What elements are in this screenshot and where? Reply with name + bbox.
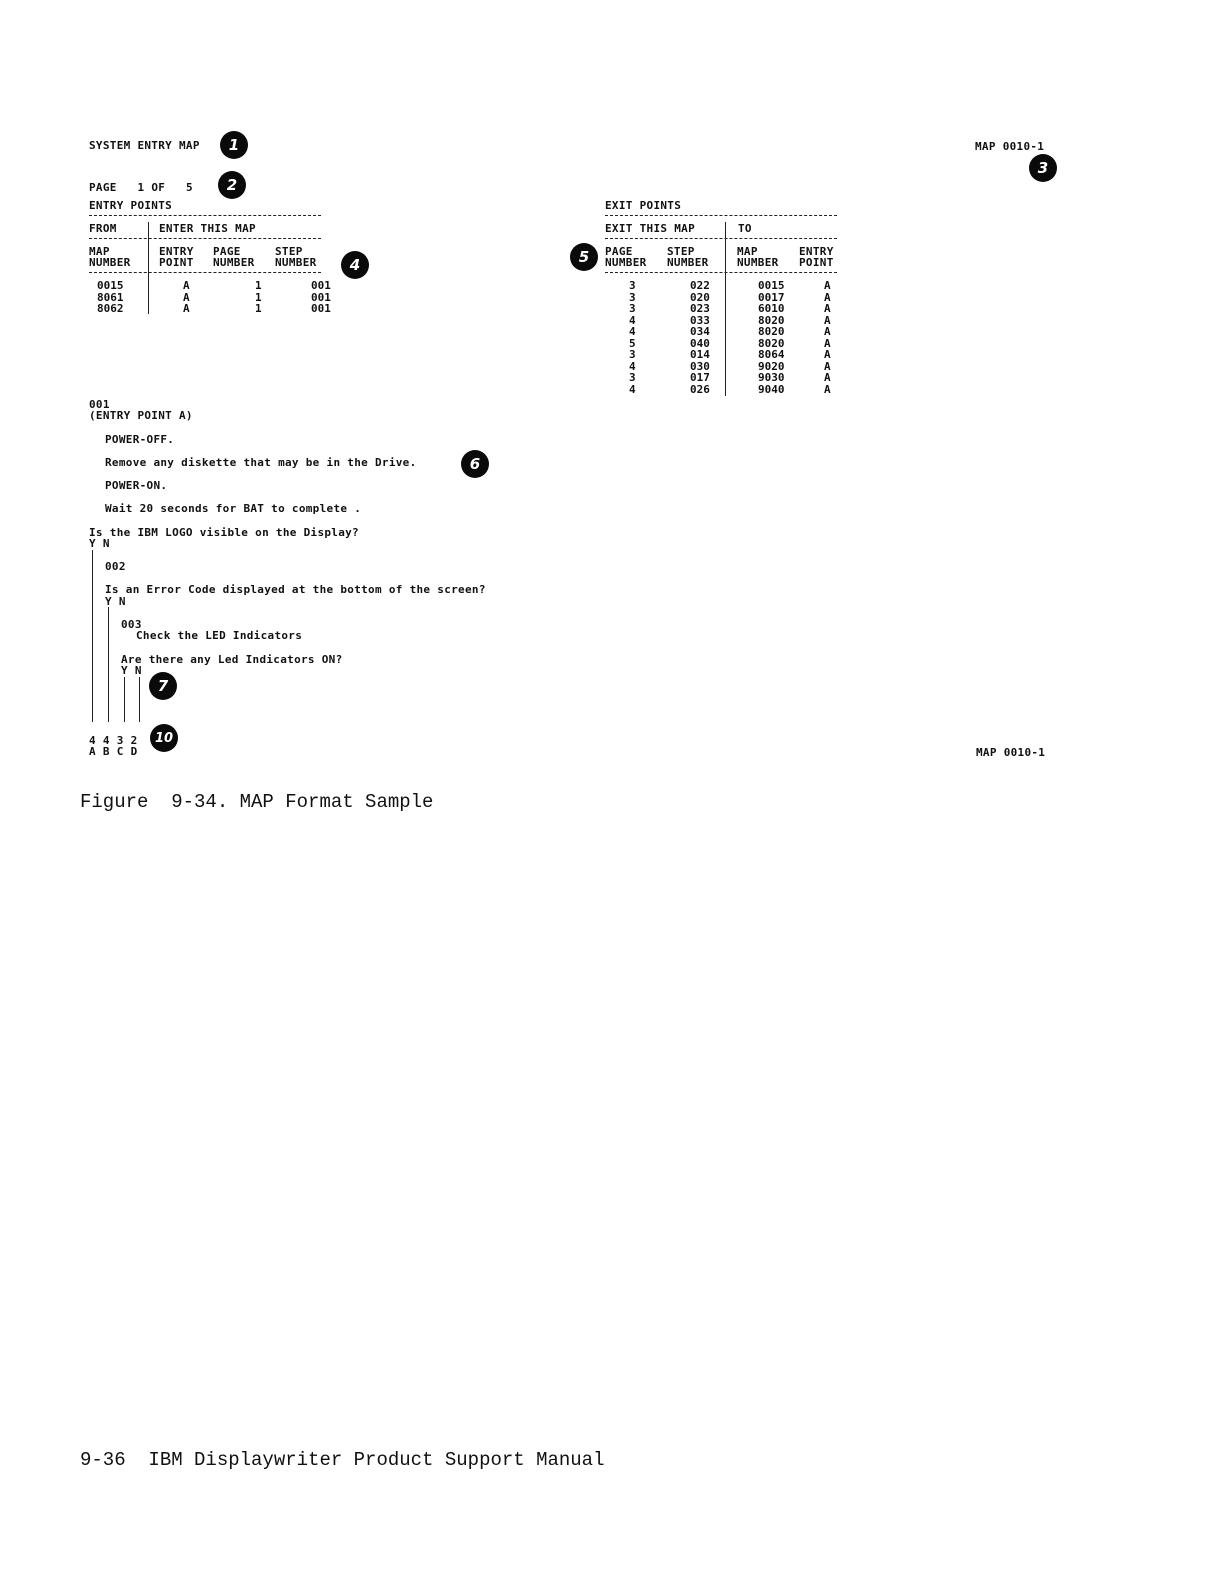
- page-current: 1: [137, 181, 145, 194]
- step-check-led: Check the LED Indicators: [136, 629, 303, 642]
- step-003: 003: [121, 618, 142, 631]
- connector-letters: [89, 746, 138, 758]
- step-001: 001: [89, 398, 110, 411]
- exit-row-entry: A: [824, 279, 831, 292]
- exit-row-map: 9040: [758, 382, 785, 396]
- exit-row-entry: A: [824, 325, 831, 338]
- exit-row-step: 034: [690, 325, 710, 338]
- connector-letter-c: C: [116, 745, 124, 758]
- figure-caption: Figure 9-34. MAP Format Sample: [80, 791, 434, 813]
- branch-line-y3: [124, 677, 125, 722]
- exit-points-col-to: TO: [738, 222, 752, 235]
- step-power-off: POWER-OFF.: [105, 433, 175, 446]
- exit-h-step: STEP: [667, 245, 695, 258]
- question-logo: Is the IBM LOGO visible on the Display?: [89, 526, 359, 539]
- entry-h-page: PAGE: [213, 245, 241, 258]
- connector-page-d: 2: [130, 734, 138, 747]
- callout-badge-7: 7: [149, 672, 177, 700]
- table-row: [605, 292, 844, 304]
- table-row: [605, 315, 844, 327]
- exit-row-map: 6010: [758, 302, 785, 315]
- exit-row-map: 9030: [758, 371, 785, 384]
- callout-badge-4: 4: [341, 251, 369, 279]
- entry-h-map-number: NUMBER: [89, 256, 131, 269]
- step-002: 002: [105, 560, 126, 573]
- connector-letter-b: B: [102, 745, 110, 758]
- table-row: [89, 280, 361, 292]
- map-id-top: MAP 0010-1: [975, 140, 1045, 153]
- map-id-bottom: MAP 0010-1: [976, 746, 1046, 759]
- exit-points-title: EXIT POINTS: [605, 199, 682, 212]
- exit-h-map: MAP: [737, 245, 758, 258]
- exit-row-page: 4: [629, 313, 636, 327]
- exit-row-step: 014: [690, 348, 710, 361]
- exit-row-map: 9020: [758, 359, 785, 373]
- table-row: [605, 303, 844, 315]
- yn-branch-2: Y N: [105, 595, 126, 608]
- table-row: [605, 338, 844, 350]
- exit-points-mid-dash: [605, 238, 837, 239]
- entry-row-step: 001: [311, 302, 331, 315]
- exit-points-rows: [605, 280, 844, 395]
- step-power-on: POWER-ON.: [105, 479, 168, 492]
- step-remove-diskette: Remove any diskette that may be in the Drive.: [105, 456, 417, 469]
- exit-row-map: 8064: [758, 348, 785, 361]
- exit-row-page: 3: [629, 279, 636, 292]
- exit-points-bottom-dash: [605, 272, 837, 273]
- map-title: SYSTEM ENTRY MAP: [89, 139, 200, 152]
- exit-row-entry: A: [824, 348, 831, 361]
- exit-row-page: 4: [629, 359, 636, 373]
- entry-h-step-number: NUMBER: [275, 256, 317, 269]
- connector-letter-d: D: [130, 745, 138, 758]
- exit-row-step: 017: [690, 371, 710, 384]
- entry-row-entry: A: [183, 279, 190, 292]
- callout-badge-2: 2: [218, 171, 246, 199]
- question-led: Are there any Led Indicators ON?: [121, 653, 343, 666]
- entry-row-entry: A: [183, 302, 190, 315]
- exit-row-map: 8020: [758, 336, 785, 350]
- exit-row-step: 022: [690, 279, 710, 292]
- callout-badge-6: 6: [461, 450, 489, 478]
- exit-row-page: 3: [629, 290, 636, 304]
- entry-points-rows: [89, 280, 361, 315]
- exit-row-entry: A: [824, 336, 831, 350]
- exit-row-map: 8020: [758, 313, 785, 327]
- callout-badge-3: 3: [1029, 154, 1057, 182]
- exit-row-step: 033: [690, 313, 710, 327]
- branch-line-n3: [139, 677, 140, 722]
- entry-row-map: 8062: [97, 302, 124, 315]
- exit-row-entry: A: [824, 371, 831, 384]
- exit-row-step: 026: [690, 382, 710, 396]
- exit-row-entry: A: [824, 290, 831, 304]
- step-001-entry-point: (ENTRY POINT A): [89, 409, 193, 422]
- connector-page-b: 4: [102, 734, 110, 747]
- entry-row-map: 8061: [97, 290, 124, 304]
- exit-points-table: [605, 280, 844, 395]
- exit-row-entry: A: [824, 313, 831, 327]
- exit-h-point: POINT: [799, 256, 834, 269]
- entry-h-page-number: NUMBER: [213, 256, 255, 269]
- entry-row-step: 001: [311, 290, 331, 304]
- table-row: [605, 384, 844, 396]
- exit-row-entry: A: [824, 302, 831, 315]
- callout-badge-1: 1: [220, 131, 248, 159]
- entry-h-map: MAP: [89, 245, 110, 258]
- entry-row-step: 001: [311, 279, 331, 292]
- table-row: [605, 349, 844, 361]
- table-row: [605, 372, 844, 384]
- exit-row-step: 030: [690, 359, 710, 373]
- connector-page-c: 3: [116, 734, 124, 747]
- exit-row-page: 5: [629, 336, 636, 350]
- exit-row-entry: A: [824, 382, 831, 396]
- exit-row-page: 3: [629, 302, 636, 315]
- entry-h-step: STEP: [275, 245, 303, 258]
- exit-points-top-dash: [605, 215, 837, 216]
- branch-line-y2: [108, 607, 109, 722]
- exit-h-map-number: NUMBER: [737, 256, 779, 269]
- page-of: OF: [151, 181, 166, 194]
- page-indicator: [89, 182, 193, 194]
- page-footer: 9-36 IBM Displaywriter Product Support Manual: [80, 1449, 605, 1471]
- exit-row-step: 040: [690, 336, 710, 350]
- exit-row-step: 023: [690, 302, 710, 315]
- exit-h-page-number: NUMBER: [605, 256, 647, 269]
- exit-h-step-number: NUMBER: [667, 256, 709, 269]
- step-wait: Wait 20 seconds for BAT to complete .: [105, 502, 362, 515]
- entry-row-page: 1: [255, 290, 262, 304]
- question-error-code: Is an Error Code displayed at the bottom of the screen?: [105, 583, 486, 596]
- connector-page-a: 4: [89, 734, 96, 747]
- entry-h-point: POINT: [159, 256, 194, 269]
- entry-row-page: 1: [255, 279, 262, 292]
- entry-row-map: 0015: [97, 279, 124, 292]
- entry-row-page: 1: [255, 302, 262, 315]
- entry-points-title: ENTRY POINTS: [89, 199, 173, 212]
- exit-h-page: PAGE: [605, 245, 633, 258]
- exit-row-map: 8020: [758, 325, 785, 338]
- exit-row-entry: A: [824, 359, 831, 373]
- branch-line-y1: [92, 550, 93, 722]
- yn-branch-3: Y N: [121, 664, 142, 677]
- exit-row-map: 0015: [758, 279, 785, 292]
- yn-branch-1: Y N: [89, 537, 110, 550]
- callout-badge-5: 5: [570, 243, 598, 271]
- entry-h-entry: ENTRY: [159, 245, 194, 258]
- exit-row-page: 3: [629, 348, 636, 361]
- exit-row-page: 4: [629, 325, 636, 338]
- exit-row-step: 020: [690, 290, 710, 304]
- table-row: [605, 326, 844, 338]
- page-label: PAGE: [89, 181, 117, 194]
- exit-h-entry: ENTRY: [799, 245, 834, 258]
- table-row: [605, 280, 844, 292]
- entry-points-mid-dash: [89, 238, 321, 239]
- entry-points-col-enter: ENTER THIS MAP: [159, 222, 256, 235]
- connector-letter-a: A: [89, 745, 96, 758]
- page-total: 5: [186, 181, 193, 194]
- exit-points-col-exit: EXIT THIS MAP: [605, 222, 695, 235]
- callout-badge-10: 10: [150, 724, 178, 752]
- entry-row-entry: A: [183, 290, 190, 304]
- entry-points-top-dash: [89, 215, 321, 216]
- exit-row-map: 0017: [758, 290, 785, 304]
- exit-row-page: 4: [629, 382, 636, 396]
- entry-points-table: [89, 280, 361, 315]
- entry-points-bottom-dash: [89, 272, 321, 273]
- entry-points-col-from: FROM: [89, 222, 117, 235]
- exit-row-page: 3: [629, 371, 636, 384]
- table-row: [605, 361, 844, 373]
- table-row: [89, 303, 361, 315]
